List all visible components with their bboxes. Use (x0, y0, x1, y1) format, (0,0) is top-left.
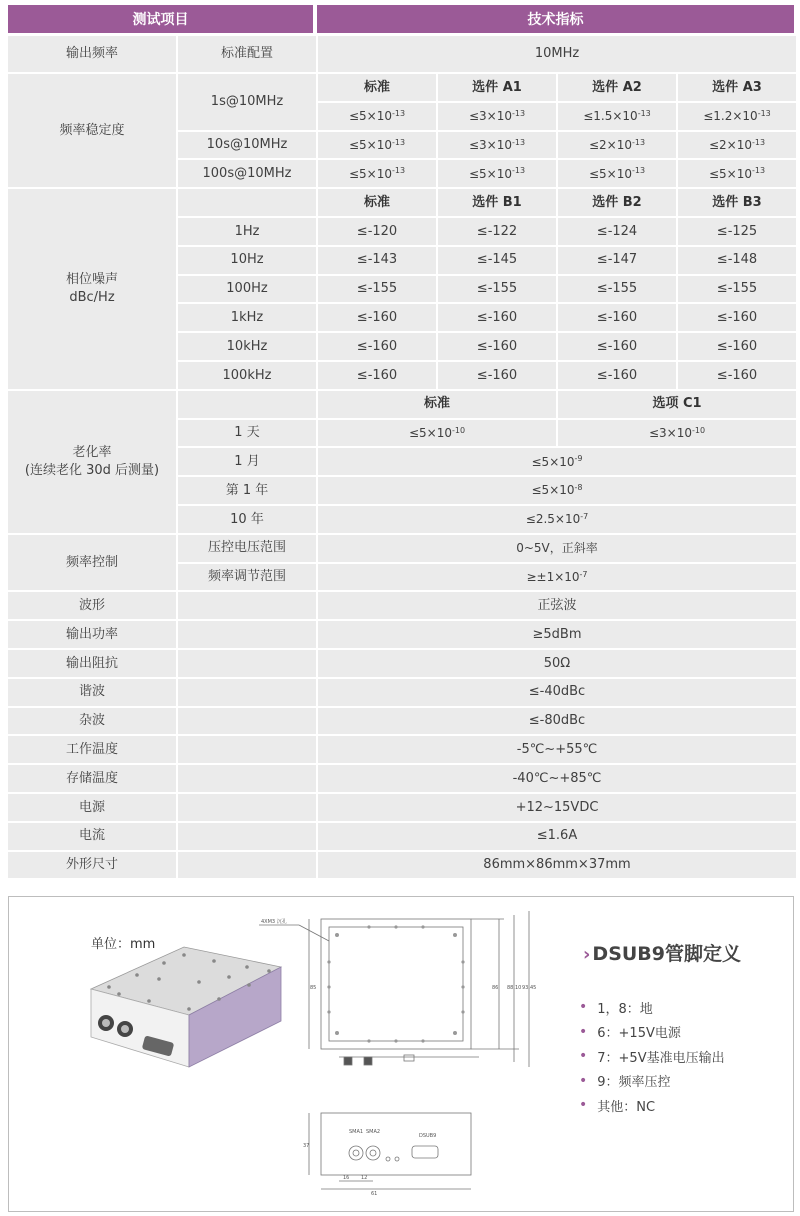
aging-head-option: 选项 C1 (558, 391, 796, 418)
value-base: ≤5×10 (531, 454, 575, 469)
phase-noise-value: ≤-160 (318, 333, 436, 360)
phase-noise-value: ≤-122 (438, 218, 556, 245)
spec-blank (178, 794, 316, 821)
spec-label: 谐波 (8, 679, 176, 706)
spec-blank (178, 621, 316, 648)
value-base: ≤3×10 (468, 137, 512, 152)
spec-value: -40℃~+85℃ (318, 765, 796, 792)
phase-noise-head: 标准 (318, 189, 436, 216)
value-exponent: -13 (391, 166, 406, 176)
pin-text: 7：+5V基准电压输出 (597, 1050, 725, 1066)
phase-noise-value: ≤-160 (318, 362, 436, 389)
aging-value (318, 448, 796, 475)
dim-88: 88.10 (507, 985, 522, 991)
spec-label: 杂波 (8, 708, 176, 735)
header-test-item: 测试项目 (8, 5, 313, 33)
phase-noise-value: ≤-147 (558, 247, 676, 274)
phase-noise-value: ≤-160 (558, 362, 676, 389)
spec-label: 输出功率 (8, 621, 176, 648)
phase-noise-value: ≤-160 (318, 304, 436, 331)
spec-label: 存储温度 (8, 765, 176, 792)
sublabel-standard: 标准配置 (178, 36, 316, 72)
value-base: ≤3×10 (468, 109, 512, 124)
phase-noise-value: ≤-160 (678, 304, 796, 331)
pin-text: 9：频率压控 (597, 1075, 671, 1091)
spec-label: 输出阻抗 (8, 650, 176, 677)
stability-value (678, 103, 796, 130)
stability-value (558, 103, 676, 130)
device-3d-icon (91, 947, 281, 1067)
spec-blank (178, 823, 316, 850)
phase-noise-value: ≤-148 (678, 247, 796, 274)
spec-blank (178, 650, 316, 677)
spec-blank (178, 765, 316, 792)
dim-85: 85 (310, 985, 317, 991)
spec-blank (178, 708, 316, 735)
table-header (8, 5, 794, 33)
spec-blank (178, 592, 316, 619)
value-base: ≤5×10 (348, 166, 392, 181)
value-exponent: -8 (574, 483, 583, 493)
phase-noise-blank (178, 189, 316, 216)
phase-noise-value: ≤-160 (438, 333, 556, 360)
value-base: 0~5V，正斜率 (516, 541, 598, 556)
aging-value (318, 477, 796, 504)
sma2-label: SMA2 (366, 1129, 381, 1135)
spec-blank (178, 736, 316, 763)
stability-head: 选件 A3 (678, 74, 796, 101)
dim-61: 61 (371, 1191, 378, 1197)
chevron-right-icon: › (583, 944, 591, 965)
pin-list (579, 995, 725, 1118)
spec-value: ≥5dBm (318, 621, 796, 648)
pin-item (579, 1069, 725, 1094)
phase-noise-value: ≤-155 (678, 276, 796, 303)
stability-value (558, 160, 676, 187)
stability-value (438, 132, 556, 159)
stability-row-label: 10s@10MHz (178, 132, 316, 159)
pin-item (579, 1093, 725, 1118)
phase-noise-head: 选件 B3 (678, 189, 796, 216)
stability-value (678, 132, 796, 159)
stability-row-label: 100s@10MHz (178, 160, 316, 187)
spec-label: 波形 (8, 592, 176, 619)
bullet-icon: • (579, 1048, 588, 1065)
spec-grid (8, 36, 794, 878)
spec-value: 正弦波 (318, 592, 796, 619)
value-base: ≤2×10 (708, 137, 752, 152)
value-base: ≤5×10 (408, 425, 452, 440)
phase-noise-value: ≤-160 (678, 362, 796, 389)
phase-noise-value: ≤-160 (438, 304, 556, 331)
value-base: ≤5×10 (348, 137, 392, 152)
value-base: ≤5×10 (348, 109, 392, 124)
value-exponent: -13 (637, 108, 651, 118)
value-base: ≤5×10 (588, 166, 632, 181)
label-stability: 频率稳定度 (8, 74, 176, 187)
aging-period: 10 年 (178, 506, 316, 533)
freq-control-param: 频率调节范围 (178, 564, 316, 591)
hole-dim-label: 4XM3 沉孔 (261, 919, 287, 925)
pin-item (579, 1020, 725, 1045)
value-exponent: -13 (757, 108, 771, 118)
freq-control-value (318, 564, 796, 591)
phase-noise-value: ≤-160 (678, 333, 796, 360)
spec-value: ≤1.6A (318, 823, 796, 850)
value-base: ≤3×10 (648, 425, 692, 440)
aging-blank (178, 391, 316, 418)
bullet-icon: • (579, 999, 588, 1016)
phase-noise-value: ≤-143 (318, 247, 436, 274)
value-exponent: -13 (391, 137, 406, 147)
unit-label: 单位：mm (91, 937, 156, 952)
spec-label: 工作温度 (8, 736, 176, 763)
phase-noise-value: ≤-120 (318, 218, 436, 245)
sma1-label: SMA1 (349, 1129, 364, 1135)
spec-value: -5℃~+55℃ (318, 736, 796, 763)
pin-item (579, 995, 725, 1020)
phase-noise-value: ≤-155 (438, 276, 556, 303)
spec-value: +12~15VDC (318, 794, 796, 821)
value-base: ≤2×10 (588, 137, 632, 152)
aging-head-standard: 标准 (318, 391, 556, 418)
phase-noise-value: ≤-160 (438, 362, 556, 389)
stability-value (318, 132, 436, 159)
phase-noise-offset: 100Hz (178, 276, 316, 303)
value-exponent: -10 (691, 425, 706, 435)
stability-value (678, 160, 796, 187)
value-exponent: -13 (751, 137, 766, 147)
pin-text: 6：+15V电源 (597, 1026, 681, 1042)
value-exponent: -9 (574, 454, 583, 464)
aging-period: 1 月 (178, 448, 316, 475)
value-exponent: -13 (511, 166, 526, 176)
phase-noise-value: ≤-155 (558, 276, 676, 303)
value-base: ≤5×10 (468, 166, 512, 181)
stability-value (438, 103, 556, 130)
phase-noise-label1: 相位噪声 (65, 272, 118, 288)
spec-blank (178, 679, 316, 706)
value-exponent: -7 (579, 569, 588, 579)
stability-row-label: 1s@10MHz (178, 74, 316, 130)
stability-head: 选件 A2 (558, 74, 676, 101)
spec-value: 86mm×86mm×37mm (318, 852, 796, 879)
dim-86: 86 (492, 985, 499, 991)
spec-table (8, 5, 794, 878)
drawing-panel (8, 896, 794, 1212)
spec-label: 外形尺寸 (8, 852, 176, 879)
spec-blank (178, 852, 316, 879)
phase-noise-head: 选件 B2 (558, 189, 676, 216)
top-view-drawing (259, 911, 529, 1067)
value-exponent: -13 (631, 166, 646, 176)
value-base: ≤5×10 (531, 483, 575, 498)
stability-value (318, 160, 436, 187)
aging-value-standard (318, 420, 556, 447)
freq-control-param: 压控电压范围 (178, 535, 316, 562)
phase-noise-value: ≤-145 (438, 247, 556, 274)
stability-value (438, 160, 556, 187)
dim-93: 93.45 (522, 985, 537, 991)
value-exponent: -13 (751, 166, 766, 176)
stability-head: 选件 A1 (438, 74, 556, 101)
stability-value (558, 132, 676, 159)
freq-control-value (318, 535, 796, 562)
dim-16: 16 (343, 1175, 350, 1181)
value-exponent: -13 (391, 108, 406, 118)
stability-head: 标准 (318, 74, 436, 101)
value-exponent: -13 (631, 137, 646, 147)
value-exponent: -13 (511, 108, 526, 118)
phase-noise-value: ≤-160 (558, 333, 676, 360)
value-output-freq: 10MHz (318, 36, 796, 72)
phase-noise-value: ≤-155 (318, 276, 436, 303)
phase-noise-label2: dBc/Hz (69, 289, 115, 305)
aging-value (318, 506, 796, 533)
phase-noise-value: ≤-124 (558, 218, 676, 245)
dsub9-label: DSUB9 (419, 1133, 437, 1139)
pin-item (579, 1044, 725, 1069)
dim-12: 12 (361, 1175, 368, 1181)
label-freq-control: 频率控制 (8, 535, 176, 591)
spec-value: 50Ω (318, 650, 796, 677)
value-base: ≤1.5×10 (583, 109, 638, 124)
bullet-icon: • (579, 1072, 588, 1089)
pin-text: 1，8：地 (597, 1001, 653, 1017)
phase-noise-offset: 10kHz (178, 333, 316, 360)
bullet-icon: • (579, 1097, 588, 1114)
dim-37: 37 (303, 1143, 310, 1149)
front-view-drawing (309, 1113, 471, 1189)
dsub-title-text: DSUB9管脚定义 (592, 943, 742, 965)
spec-value: ≤-40dBc (318, 679, 796, 706)
phase-noise-value: ≤-125 (678, 218, 796, 245)
spec-value: ≤-80dBc (318, 708, 796, 735)
phase-noise-offset: 100kHz (178, 362, 316, 389)
value-exponent: -13 (511, 137, 526, 147)
phase-noise-value: ≤-160 (558, 304, 676, 331)
label-output-freq: 输出频率 (8, 36, 176, 72)
phase-noise-offset: 10Hz (178, 247, 316, 274)
spec-label: 电源 (8, 794, 176, 821)
value-exponent: -7 (580, 511, 589, 521)
value-exponent: -10 (451, 425, 466, 435)
label-aging: 老化率 (连续老化 30d 后测量) (8, 391, 176, 533)
aging-period: 1 天 (178, 420, 316, 447)
value-base: ≥±1×10 (526, 569, 580, 584)
value-base: ≤1.2×10 (703, 109, 758, 124)
bullet-icon: • (579, 1023, 588, 1040)
value-base: ≤5×10 (708, 166, 752, 181)
spec-label: 电流 (8, 823, 176, 850)
aging-period: 第 1 年 (178, 477, 316, 504)
value-base: ≤2.5×10 (525, 512, 581, 527)
dsub-title (583, 939, 741, 966)
header-spec: 技术指标 (317, 5, 794, 33)
phase-noise-offset: 1kHz (178, 304, 316, 331)
phase-noise-head: 选件 B1 (438, 189, 556, 216)
stability-value (318, 103, 436, 130)
phase-noise-offset: 1Hz (178, 218, 316, 245)
label-phase-noise (8, 189, 176, 389)
aging-value-option (558, 420, 796, 447)
pin-text: 其他：NC (597, 1099, 656, 1115)
